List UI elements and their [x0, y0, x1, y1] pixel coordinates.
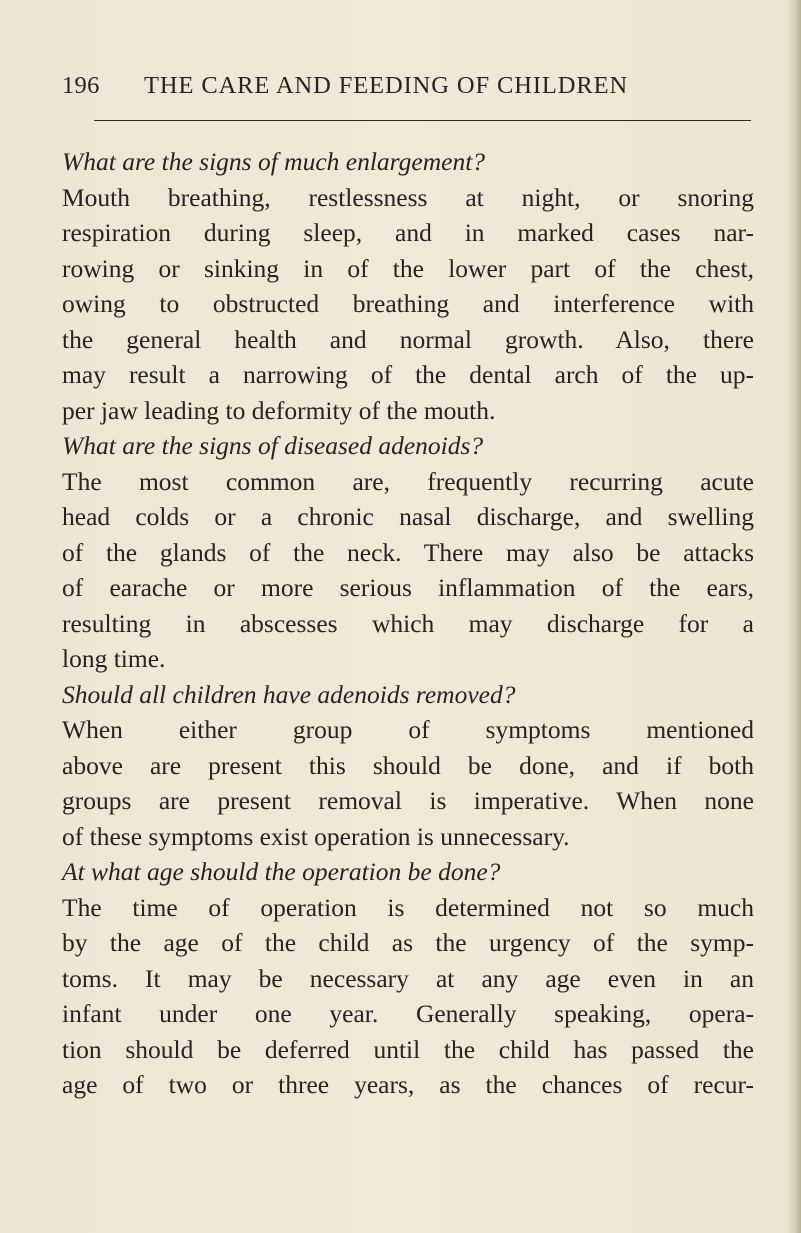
- text-line: rowing or sinking in of the lower part of the chest,: [62, 253, 754, 283]
- text-line: Mouth breathing, restlessness at night, or snoring: [62, 182, 754, 212]
- text-line: long time.: [62, 644, 166, 673]
- text-line: above are present this should be done, and if both: [62, 750, 754, 780]
- text-line: The most common are, frequently recurring acute: [62, 466, 754, 496]
- question-heading: Should all children have adenoids removed?: [62, 679, 516, 709]
- text-line: by the age of the child as the urgency of the symp-: [62, 928, 754, 957]
- page-number: 196: [62, 72, 100, 99]
- text-line: may result a narrowing of the dental arch of the up-: [62, 360, 754, 389]
- text-line: the general health and normal growth. Also, there: [62, 324, 754, 354]
- text-line: respiration during sleep, and in marked cases nar-: [62, 218, 754, 247]
- text-line: of the glands of the neck. There may also be attacks: [62, 537, 754, 567]
- header-rule: [94, 120, 751, 121]
- page-edge-shadow: [787, 0, 801, 1233]
- text-line: groups are present removal is imperative. When none: [62, 786, 754, 815]
- question-heading: What are the signs of much enlargement?: [62, 147, 486, 176]
- text-line: infant under one year. Generally speaking, opera-: [62, 999, 754, 1028]
- text-line: age of two or three years, as the chances of recur-: [62, 1070, 754, 1099]
- running-title: THE CARE AND FEEDING OF CHILDREN: [144, 72, 629, 99]
- text-line: of earache or more serious inflammation of the ears,: [62, 573, 754, 602]
- text-line: of these symptoms exist operation is unnecessary.: [62, 821, 570, 851]
- text-line: toms. It may be necessary at any age even in an: [62, 963, 754, 993]
- text-line: The time of operation is determined not so much: [62, 892, 754, 922]
- text-line: tion should be deferred until the child has passed the: [62, 1034, 754, 1064]
- body-text: [62, 144, 754, 1103]
- question-heading: What are the signs of diseased adenoids?: [62, 431, 484, 460]
- question-heading: At what age should the operation be done?: [62, 857, 501, 886]
- text-line: per jaw leading to deformity of the mouth.: [62, 395, 496, 425]
- running-head: [62, 72, 722, 108]
- text-line: head colds or a chronic nasal discharge, and swelling: [62, 502, 754, 531]
- text-line: When either group of symptoms mentioned: [62, 715, 754, 744]
- text-line: resulting in abscesses which may discharge for a: [62, 608, 754, 638]
- text-line: owing to obstructed breathing and interference with: [62, 289, 754, 318]
